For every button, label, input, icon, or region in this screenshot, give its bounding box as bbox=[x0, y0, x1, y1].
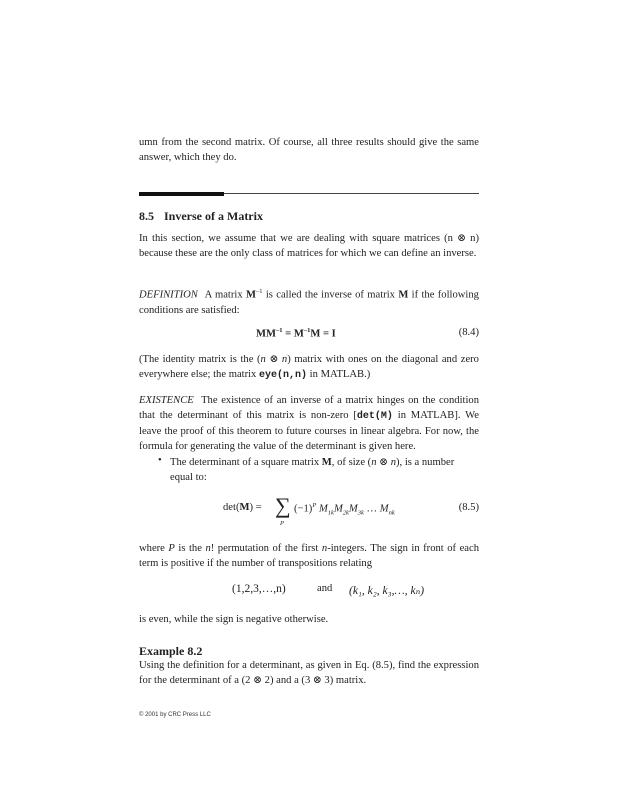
bullet-text-4: ), is a number equal to: bbox=[170, 457, 455, 483]
existence-paragraph bbox=[139, 393, 479, 454]
identity-text-2: ⊗ bbox=[265, 354, 282, 365]
copyright-footer: © 2001 by CRC Press LLC bbox=[139, 712, 211, 718]
section-paragraph-text: In this section, we assume that we are dealing with square matrices (n ⊗ n) because these are the only class of matrices for which we can define an inverse. bbox=[139, 233, 479, 259]
eq85-s1: 1k bbox=[327, 509, 334, 517]
identity-text-1: (The identity matrix is the ( bbox=[139, 354, 261, 365]
summation-symbol: ∑ bbox=[275, 493, 291, 518]
example-title: Example 8.2 bbox=[139, 644, 203, 658]
perm-text-4: -integers. The sign in front of each term is positive if the number of transpositions relating bbox=[139, 543, 479, 569]
tuple-and: and bbox=[317, 583, 333, 594]
definition-lead: DEFINITION bbox=[139, 289, 198, 301]
section-divider-bar bbox=[139, 192, 224, 196]
section-heading bbox=[139, 209, 263, 224]
bullet-n2: n bbox=[390, 457, 396, 468]
definition-text-2: is called the inverse of matrix bbox=[262, 289, 399, 301]
existence-text-2: in MATLAB]. We leave the proof of this theorem to future courses in linear algebra. For now, the formula for generating the value of the determinant is given here. bbox=[139, 410, 479, 452]
eq85-sum-sub: P bbox=[280, 520, 284, 527]
eq85-m3: M bbox=[348, 503, 358, 515]
section-paragraph bbox=[139, 231, 479, 261]
existence-text-1: The existence of an inverse of a matrix hinges on the condition that the determinant of this matrix is non-zero [ bbox=[139, 395, 480, 421]
eq85-term: (−1) bbox=[294, 503, 313, 515]
eq85-m1: M bbox=[318, 503, 328, 515]
eq85-m2: M bbox=[333, 503, 343, 515]
bullet-n1: n bbox=[371, 457, 377, 468]
eq85-s3: 3k bbox=[357, 509, 364, 517]
existence-code: det(M) bbox=[356, 411, 393, 422]
perm-text-2: is the bbox=[174, 543, 206, 554]
eq85-sn: nk bbox=[388, 509, 395, 517]
eq84-lhs: MM bbox=[256, 328, 276, 340]
bullet-item bbox=[170, 455, 470, 485]
bullet-text-2: , of size ( bbox=[331, 457, 372, 468]
bullet-matrix: M bbox=[321, 457, 332, 468]
section-number: 8.5 bbox=[139, 209, 154, 223]
eq84-rhs: M = I bbox=[310, 328, 336, 340]
perm-n2: n bbox=[321, 543, 328, 554]
perm-n: n bbox=[205, 543, 211, 554]
eq85-mn: M bbox=[379, 503, 389, 515]
identity-text-4: in MATLAB.) bbox=[307, 369, 371, 380]
permutation-paragraph bbox=[139, 541, 479, 571]
identity-code: eye(n,n) bbox=[259, 370, 308, 381]
eq85-lhs: det(M) = bbox=[223, 502, 262, 513]
definition-matrix: M bbox=[398, 289, 409, 301]
eq84-mid: = M bbox=[282, 328, 304, 340]
identity-text-3: ) matrix with ones on the diagonal and zero everywhere else; the matrix bbox=[139, 354, 479, 380]
bullet-text-1: The determinant of a square matrix bbox=[170, 457, 322, 468]
intro-paragraph: umn from the second matrix. Of course, all three results should give the same answer, which they do. bbox=[139, 137, 479, 163]
perm-p: P bbox=[168, 543, 175, 554]
even-paragraph: is even, while the sign is negative otherwise. bbox=[139, 614, 329, 625]
perm-text-3: ! permutation of the first bbox=[210, 543, 322, 554]
equation-8-4-label: (8.4) bbox=[458, 327, 479, 338]
tuple-right: (k₁, k₂, k₃,…, kₙ) bbox=[349, 585, 425, 597]
equation-8-5-term bbox=[294, 502, 395, 517]
equation-8-4-body: $MM^{-1} = M^{-1}M = I$ bbox=[256, 327, 336, 340]
bullet-dot: • bbox=[158, 455, 162, 466]
equation-8-5-body bbox=[223, 502, 262, 513]
bullet-text-3: ⊗ bbox=[376, 457, 391, 468]
tuple-left: (1,2,3,…,n) bbox=[232, 583, 286, 595]
identity-n1: n bbox=[260, 354, 266, 365]
existence-lead: EXISTENCE bbox=[139, 395, 194, 406]
eq85-s2: 2k bbox=[342, 509, 349, 517]
example-paragraph: Using the definition for a determinant, as given in Eq. (8.5), find the expression for the determinant of a (2 ⊗ 2) and a (3 ⊗ 3) matrix. bbox=[139, 660, 479, 686]
identity-paragraph bbox=[139, 352, 479, 383]
perm-text-1: where bbox=[139, 543, 169, 554]
identity-n2: n bbox=[281, 354, 288, 365]
equation-8-4 bbox=[139, 327, 479, 347]
equation-8-5 bbox=[139, 493, 479, 538]
definition-paragraph: DEFINITION A matrix $M^{-1}$ is called the inverse of matrix M if the following conditions are satisfied: bbox=[139, 288, 479, 316]
equation-8-5-label: (8.5) bbox=[458, 502, 479, 513]
tuple-equation bbox=[139, 583, 479, 603]
section-title: Inverse of a Matrix bbox=[164, 209, 263, 223]
definition-text-1: A matrix bbox=[204, 289, 246, 301]
eq85-dots: … bbox=[363, 503, 380, 515]
eq85-sup: P bbox=[312, 502, 317, 509]
definition-text-3: if the following conditions are satisfied: bbox=[139, 289, 479, 316]
definition-matrix-inverse: M bbox=[245, 289, 256, 301]
